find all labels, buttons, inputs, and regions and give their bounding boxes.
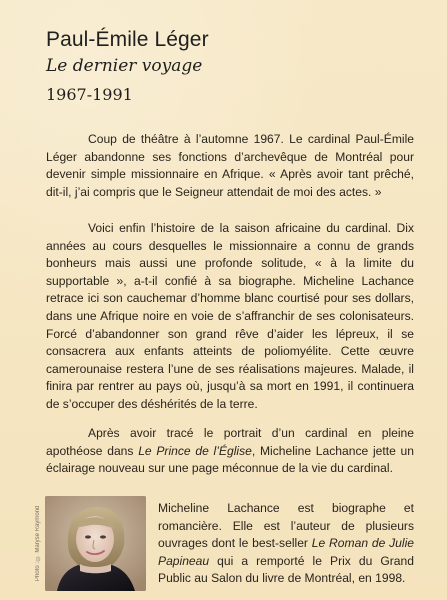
summary-paragraph-3-after: , Micheline Lachance jette un éclairage nouveau sur une page méconnue de la vie du cardinal. <box>46 443 415 476</box>
author-portrait <box>45 496 146 591</box>
author-bio-after: qui a remporté le Prix du Grand Public au Salon du livre de Montréal, en 1998. <box>158 553 414 586</box>
book-subtitle: Le dernier voyage <box>46 56 203 76</box>
summary-paragraph-1 <box>46 131 414 201</box>
book-years: 1967-1991 <box>46 85 133 104</box>
summary-paragraph-3-italic-title: Le Prince de l’Église <box>138 443 252 458</box>
book-title: Paul-Émile Léger <box>46 28 209 51</box>
summary-paragraph-2-text: Voici enfin l’histoire de la saison africaine du cardinal. Dix années au cours desquelles le missionnaire a connu de grands bonheurs mais aussi une profonde solitude, « à la limite du supportable », a-t-il confié à sa biographe. Micheline Lachance retrace ici son cauchemar d’homme blanc courtisé pour ses dollars, dans une Afrique noire en voie de s’affranchir de ses colonisateurs. Forcé d’abandonner son grand rêve d’aider les lépreux, il se consacrera aux enfants atteints de poliomyélite. Cette œuvre camerounaise restera l’une de ses réalisations majeures. Malade, il finira par rentrer au pays où, jusqu’à sa mort en 1991, il continuera de s’occuper des déshérités de la terre. <box>46 221 414 411</box>
summary-paragraph-3 <box>46 425 414 478</box>
author-bio <box>158 500 414 588</box>
summary-paragraph-2 <box>46 220 414 414</box>
summary-paragraph-1-text: Coup de théâtre à l’automne 1967. Le cardinal Paul-Émile Léger abandonne ses fonctions d’archevêque de Montréal pour devenir simple missionnaire en Afrique. « Après avoir tant prêché, dit-il, j’ai compris que le Seigneur attendait de moi des actes. » <box>46 132 414 199</box>
author-bio-italic-title: Le Roman de Julie Papineau <box>158 536 415 568</box>
author-photo-block <box>35 496 146 591</box>
author-bio-before: Micheline Lachance est biographe et romancière. Elle est l’auteur de plusieurs ouvrages dont le best-seller <box>158 501 414 551</box>
photo-credit: Photo : © Maryse Raymond <box>35 505 41 582</box>
summary-paragraph-3-before: Après avoir tracé le portrait d’un cardinal en pleine apothéose dans <box>46 426 414 458</box>
